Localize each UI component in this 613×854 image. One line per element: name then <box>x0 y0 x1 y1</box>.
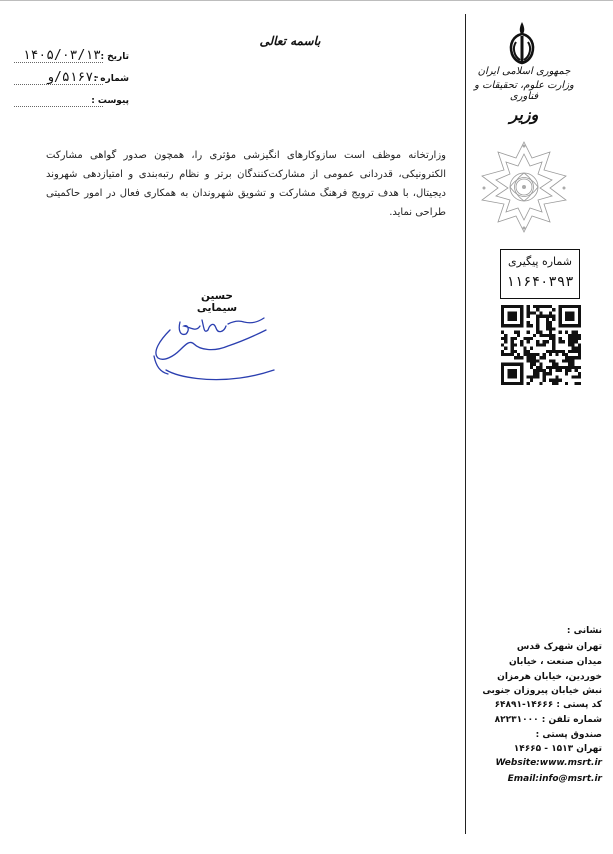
address-line-4: نبش خیابان پیروزان جنوبی <box>482 686 602 696</box>
invocation-heading: باسمه تعالی <box>259 34 321 48</box>
tracking-number-box <box>500 249 580 299</box>
attachment-dotted-line <box>14 106 103 107</box>
address-label: نشانی : <box>566 626 602 636</box>
margin-divider <box>465 14 466 834</box>
persian-star-ornament-icon <box>470 138 578 234</box>
number-value: ۵۱۶۷۰/و <box>46 70 101 85</box>
iran-emblem-icon <box>498 18 546 66</box>
signer-name: حسین سیمایی <box>196 290 238 314</box>
tracking-label: شماره پیگیری <box>508 255 572 268</box>
address-line-1: تهران شهرک قدس <box>516 642 602 652</box>
date-row <box>14 48 129 66</box>
date-label: تاریخ : <box>100 52 129 62</box>
pobox-label: صندوق پستی : <box>535 730 602 740</box>
qr-code[interactable] <box>501 305 581 385</box>
postal-code: کد پستی : ۱۴۶۶۶-۶۴۸۹۱ <box>494 700 602 710</box>
date-value: ۱۴۰۵/۰۳/۱۳ <box>22 48 101 63</box>
handwritten-signature <box>140 300 280 390</box>
letter-body: وزارتخانه موظف است سازوکارهای انگیزشی مؤثری را، همچون صدور گواهی مشارکت الکترونیکی، قدردانی عمومی از مشارکت‌کنندگان برتر و نظام رتبه‌بندی و امتیازدهی شهروند دیجیتال، با هدف ترویج فرهنگ مشارکت و تشویق شهروندان به همکاری فعال در امور حاکمیتی طراحی نماید. <box>46 150 446 218</box>
letterhead-minister: وزیر <box>509 105 539 124</box>
pobox-value: تهران ۱۵۱۳ - ۱۴۶۶۵ <box>513 744 602 754</box>
letterhead-country: جمهوری اسلامی ایران <box>477 66 571 77</box>
top-border <box>0 0 613 1</box>
email-link[interactable]: Email:info@msrt.ir <box>507 774 602 784</box>
attachment-row <box>14 92 129 110</box>
letterhead-ministry: وزارت علوم، تحقیقات و فناوری <box>474 80 574 102</box>
attachment-label: پیوست : <box>91 96 129 106</box>
number-label: شماره : <box>93 74 129 84</box>
website-link[interactable]: Website:www.msrt.ir <box>495 758 602 768</box>
number-row <box>14 70 129 88</box>
phone-number: شماره تلفن : ۸۲۲۳۱۰۰۰ <box>494 715 602 725</box>
address-line-3: خوردین، خیابان هرمزان <box>497 672 602 682</box>
address-line-2: میدان صنعت ، خیابان <box>509 657 602 667</box>
tracking-value: ۱۱۶۴۰۳۹۳ <box>506 274 574 290</box>
